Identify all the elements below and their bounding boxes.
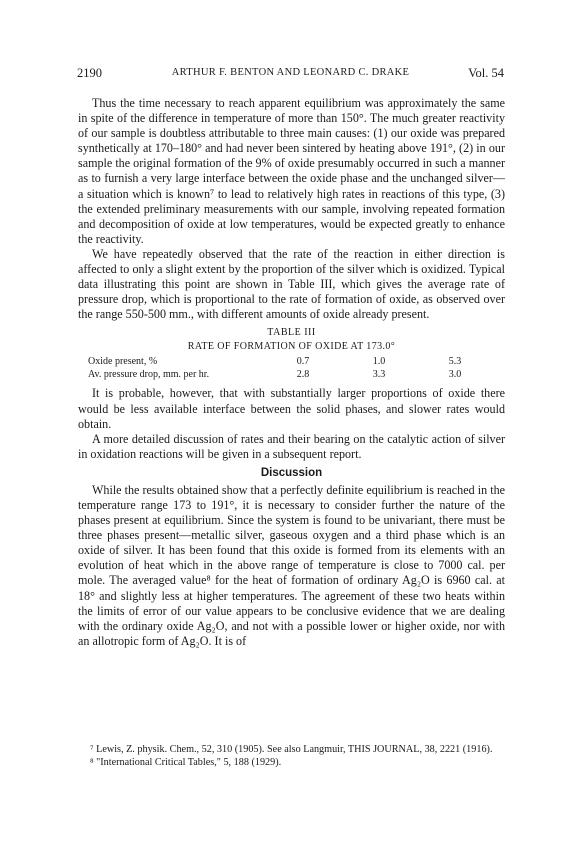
row-label: Oxide present, % [88,356,158,368]
table-iii [78,326,505,381]
volume-number: Vol. 54 [468,66,504,80]
main-text [78,96,505,649]
row-label: Av. pressure drop, mm. per hr. [88,369,210,381]
running-head-authors: ARTHUR F. BENTON AND LEONARD C. DRAKE [171,67,410,78]
paragraph: We have repeatedly observed that the rate of the reaction in either direction is affected to only a slight extent by the proportion of the silver which is oxidized. Typical data illustrating this point are shown in Table III, which gives the average rate of pressure drop, which is proportional to the rate of formation of oxide, as observed over the range 550-500 mm., with different amounts of oxide already present. [78,246,505,322]
table-row [88,368,493,381]
table-cell: 0.7 [296,356,310,368]
running-header [77,66,504,82]
table-cell: 3.3 [372,369,386,381]
table-label: TABLE III [267,327,316,339]
paragraph: A more detailed discussion of rates and their bearing on the catalytic action of silver in oxidation reactions will be given in a subsequent report. [78,431,505,461]
paragraph: It is probable, however, that with substantially larger proportions of oxide there would be less available interface between the solid phases, and slower rates would obtain. [78,386,505,431]
table-cell: 1.0 [372,356,386,368]
table-cell: 5.3 [448,356,462,368]
paragraph: While the results obtained show that a perfectly definite equilibrium is reached in the temperature range 173 to 191°, it is necessary to consider further the nature of the phases present at equilibrium. Since the system is found to be univariant, there must be three phases present—metallic silver, gaseous oxygen and a third phase which is an oxide of silver. It has been found that this oxide is formed from its elements with an evolution of heat which in the above range of temperature is close to 7000 cal. per mole. The averaged value⁸ for the heat of formation of ordinary Ag₂O is 6960 cal. at 18° and slightly less at higher temperatures. The agreement of these two heats within the limits of error of our value appears to be conclusive evidence that we are dealing with the ordinary oxide Ag₂O, and not with a possible lower or higher oxide, nor with an allotropic form of Ag₂O. It is of [78,482,505,648]
footnote: ⁷ Lewis, Z. physik. Chem., 52, 310 (1905). See also Langmuir, THIS JOURNAL, 38, 2221 (1916). [90,744,493,755]
footnotes [78,744,505,769]
data-table [88,355,493,381]
footnote: ⁸ "International Critical Tables," 5, 188 (1929). [90,756,282,768]
section-heading: Discussion [260,466,323,479]
paragraph: Thus the time necessary to reach apparent equilibrium was approximately the same in spite of the difference in temperature of more than 150°. The much greater reactivity of our sample is doubtless attributable to three main causes: (1) our oxide was prepared synthetically at 170–180° and had never been sintered by heating above 191°, (2) in our sample the original formation of the 9% of oxide presumably occurred in such a manner as to furnish a very large interface between the oxide phase and the unchanged silver—a situation which is known⁷ to lead to relatively high rates in reactions of this type, (3) the extended preliminary measurements with our sample, involving repeated formation and decomposition of oxide at low temperatures, would be expected greatly to enhance the reactivity. [78,96,505,246]
table-title: RATE OF FORMATION OF OXIDE AT 173.0° [187,341,396,353]
page-number: 2190 [77,66,102,80]
table-cell: 3.0 [448,369,462,381]
table-row [88,355,493,368]
table-cell: 2.8 [296,369,310,381]
